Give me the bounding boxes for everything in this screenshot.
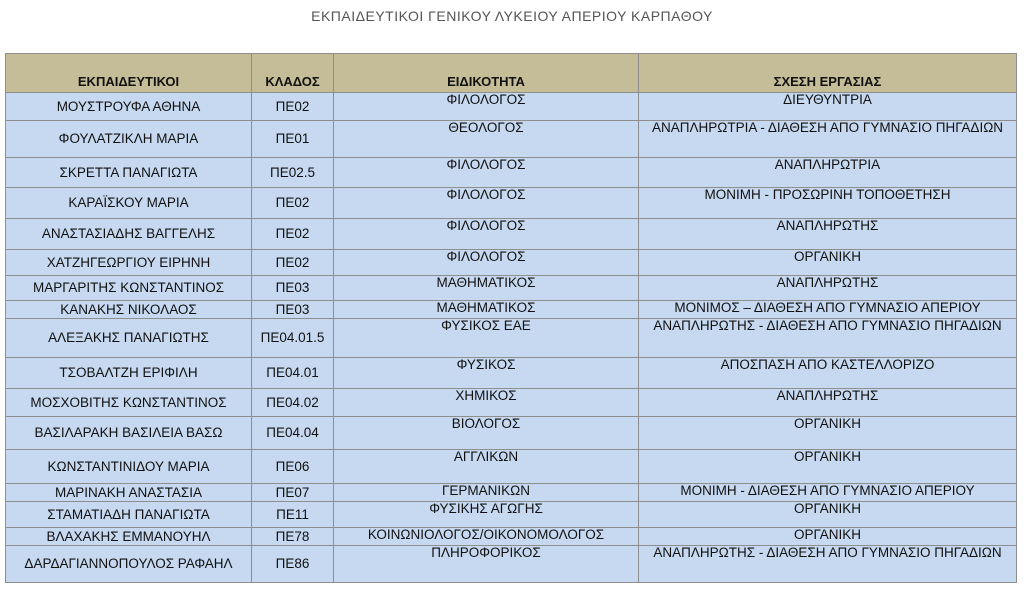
teacher-name-cell: ΑΛΕΞΑΚΗΣ ΠΑΝΑΓΙΩΤΗΣ xyxy=(6,319,252,358)
specialty-cell: ΦΙΛΟΛΟΓΟΣ xyxy=(334,188,639,219)
teacher-name-cell: ΤΣΟΒΑΛΤΖΗ ΕΡΙΦΙΛΗ xyxy=(6,358,252,389)
employment-status-cell: ΟΡΓΑΝΙΚΗ xyxy=(639,528,1017,546)
table-row xyxy=(6,250,1017,276)
specialty-cell: ΦΙΛΟΛΟΓΟΣ xyxy=(334,219,639,250)
table-row xyxy=(6,276,1017,301)
table-row xyxy=(6,528,1017,546)
employment-status-cell: ΑΝΑΠΛΗΡΩΤΗΣ xyxy=(639,219,1017,250)
staff-table xyxy=(5,53,1017,583)
table-row xyxy=(6,219,1017,250)
teacher-name-cell: ΚΑΝΑΚΗΣ ΝΙΚΟΛΑΟΣ xyxy=(6,301,252,319)
teacher-name-cell: ΜΑΡΓΑΡΙΤΗΣ ΚΩΝΣΤΑΝΤΙΝΟΣ xyxy=(6,276,252,301)
table-body xyxy=(6,93,1017,583)
teacher-name-cell: ΒΑΣΙΛΑΡΑΚΗ ΒΑΣΙΛΕΙΑ ΒΑΣΩ xyxy=(6,417,252,450)
teacher-name-cell: ΧΑΤΖΗΓΕΩΡΓΙΟΥ ΕΙΡΗΝΗ xyxy=(6,250,252,276)
header-branch: ΚΛΑΔΟΣ xyxy=(252,54,334,93)
table-row xyxy=(6,93,1017,121)
branch-code-cell: ΠΕ86 xyxy=(252,546,334,583)
specialty-cell: ΒΙΟΛΟΓΟΣ xyxy=(334,417,639,450)
table-row xyxy=(6,121,1017,158)
specialty-cell: ΑΓΓΛΙΚΩΝ xyxy=(334,450,639,484)
specialty-cell: ΜΑΘΗΜΑΤΙΚΟΣ xyxy=(334,301,639,319)
branch-code-cell: ΠΕ02.5 xyxy=(252,158,334,188)
table-header-row xyxy=(6,54,1017,93)
branch-code-cell: ΠΕ78 xyxy=(252,528,334,546)
employment-status-cell: ΑΝΑΠΛΗΡΩΤΡΙΑ xyxy=(639,158,1017,188)
teacher-name-cell: ΔΑΡΔΑΓΙΑΝΝΟΠΟΥΛΟΣ ΡΑΦΑΗΛ xyxy=(6,546,252,583)
specialty-cell: ΚΟΙΝΩΝΙΟΛΟΓΟΣ/ΟΙΚΟΝΟΜΟΛΟΓΟΣ xyxy=(334,528,639,546)
specialty-cell: ΦΙΛΟΛΟΓΟΣ xyxy=(334,93,639,121)
table-row xyxy=(6,417,1017,450)
employment-status-cell: ΑΝΑΠΛΗΡΩΤΗΣ - ΔΙΑΘΕΣΗ ΑΠΟ ΓΥΜΝΑΣΙΟ ΠΗΓΑΔΙΩΝ xyxy=(639,319,1017,358)
teacher-name-cell: ΦΟΥΛΑΤΖΙΚΛΗ ΜΑΡΙΑ xyxy=(6,121,252,158)
branch-code-cell: ΠΕ07 xyxy=(252,484,334,502)
employment-status-cell: ΑΠΟΣΠΑΣΗ ΑΠΟ ΚΑΣΤΕΛΛΟΡΙΖΟ xyxy=(639,358,1017,389)
table-row xyxy=(6,546,1017,583)
table-row xyxy=(6,484,1017,502)
employment-status-cell: ΜΟΝΙΜΗ - ΠΡΟΣΩΡΙΝΗ ΤΟΠΟΘΕΤΗΣΗ xyxy=(639,188,1017,219)
teacher-name-cell: ΒΛΑΧΑΚΗΣ ΕΜΜΑΝΟΥΗΛ xyxy=(6,528,252,546)
specialty-cell: ΘΕΟΛΟΓΟΣ xyxy=(334,121,639,158)
page-title: ΕΚΠΑΙΔΕΥΤΙΚΟΙ ΓΕΝΙΚΟΥ ΛΥΚΕΙΟΥ ΑΠΕΡΙΟΥ ΚΑΡΠΑΘΟΥ xyxy=(311,8,713,24)
employment-status-cell: ΟΡΓΑΝΙΚΗ xyxy=(639,502,1017,528)
branch-code-cell: ΠΕ02 xyxy=(252,219,334,250)
specialty-cell: ΓΕΡΜΑΝΙΚΩΝ xyxy=(334,484,639,502)
teacher-name-cell: ΑΝΑΣΤΑΣΙΑΔΗΣ ΒΑΓΓΕΛΗΣ xyxy=(6,219,252,250)
specialty-cell: ΦΙΛΟΛΟΓΟΣ xyxy=(334,250,639,276)
table-row xyxy=(6,158,1017,188)
teacher-name-cell: ΚΑΡΑΪΣΚΟΥ ΜΑΡΙΑ xyxy=(6,188,252,219)
table-row xyxy=(6,319,1017,358)
branch-code-cell: ΠΕ04.02 xyxy=(252,389,334,417)
employment-status-cell: ΟΡΓΑΝΙΚΗ xyxy=(639,450,1017,484)
teacher-name-cell: ΜΟΣΧΟΒΙΤΗΣ ΚΩΝΣΤΑΝΤΙΝΟΣ xyxy=(6,389,252,417)
employment-status-cell: ΑΝΑΠΛΗΡΩΤΗΣ - ΔΙΑΘΕΣΗ ΑΠΟ ΓΥΜΝΑΣΙΟ ΠΗΓΑΔΙΩΝ xyxy=(639,546,1017,583)
employment-status-cell: ΔΙΕΥΘΥΝΤΡΙΑ xyxy=(639,93,1017,121)
table-row xyxy=(6,450,1017,484)
teacher-name-cell: ΚΩΝΣΤΑΝΤΙΝΙΔΟΥ ΜΑΡΙΑ xyxy=(6,450,252,484)
branch-code-cell: ΠΕ04.01 xyxy=(252,358,334,389)
employment-status-cell: ΑΝΑΠΛΗΡΩΤΗΣ xyxy=(639,276,1017,301)
branch-code-cell: ΠΕ06 xyxy=(252,450,334,484)
specialty-cell: ΠΛΗΡΟΦΟΡΙΚΟΣ xyxy=(334,546,639,583)
employment-status-cell: ΑΝΑΠΛΗΡΩΤΡΙΑ - ΔΙΑΘΕΣΗ ΑΠΟ ΓΥΜΝΑΣΙΟ ΠΗΓΑΔΙΩΝ xyxy=(639,121,1017,158)
teacher-name-cell: ΣΤΑΜΑΤΙΑΔΗ ΠΑΝΑΓΙΩΤΑ xyxy=(6,502,252,528)
table-row xyxy=(6,502,1017,528)
table-row xyxy=(6,188,1017,219)
branch-code-cell: ΠΕ02 xyxy=(252,188,334,219)
header-specialty: ΕΙΔΙΚΟΤΗΤΑ xyxy=(334,54,639,93)
branch-code-cell: ΠΕ04.01.5 xyxy=(252,319,334,358)
teacher-name-cell: ΜΑΡΙΝΑΚΗ ΑΝΑΣΤΑΣΙΑ xyxy=(6,484,252,502)
branch-code-cell: ΠΕ11 xyxy=(252,502,334,528)
branch-code-cell: ΠΕ03 xyxy=(252,276,334,301)
branch-code-cell: ΠΕ01 xyxy=(252,121,334,158)
teacher-name-cell: ΣΚΡΕΤΤΑ ΠΑΝΑΓΙΩΤΑ xyxy=(6,158,252,188)
specialty-cell: ΦΙΛΟΛΟΓΟΣ xyxy=(334,158,639,188)
specialty-cell: ΦΥΣΙΚΟΣ xyxy=(334,358,639,389)
employment-status-cell: ΜΟΝΙΜΟΣ – ΔΙΑΘΕΣΗ ΑΠΟ ΓΥΜΝΑΣΙΟ ΑΠΕΡΙΟΥ xyxy=(639,301,1017,319)
branch-code-cell: ΠΕ04.04 xyxy=(252,417,334,450)
specialty-cell: ΦΥΣΙΚΟΣ ΕΑΕ xyxy=(334,319,639,358)
branch-code-cell: ΠΕ02 xyxy=(252,93,334,121)
header-employment: ΣΧΕΣΗ ΕΡΓΑΣΙΑΣ xyxy=(639,54,1017,93)
employment-status-cell: ΑΝΑΠΛΗΡΩΤΗΣ xyxy=(639,389,1017,417)
specialty-cell: ΜΑΘΗΜΑΤΙΚΟΣ xyxy=(334,276,639,301)
teacher-name-cell: ΜΟΥΣΤΡΟΥΦΑ ΑΘΗΝΑ xyxy=(6,93,252,121)
specialty-cell: ΦΥΣΙΚΗΣ ΑΓΩΓΗΣ xyxy=(334,502,639,528)
table-row xyxy=(6,389,1017,417)
header-teachers: ΕΚΠΑΙΔΕΥΤΙΚΟΙ xyxy=(6,54,252,93)
specialty-cell: ΧΗΜΙΚΟΣ xyxy=(334,389,639,417)
employment-status-cell: ΟΡΓΑΝΙΚΗ xyxy=(639,250,1017,276)
branch-code-cell: ΠΕ03 xyxy=(252,301,334,319)
table-row xyxy=(6,358,1017,389)
employment-status-cell: ΜΟΝΙΜΗ - ΔΙΑΘΕΣΗ ΑΠΟ ΓΥΜΝΑΣΙΟ ΑΠΕΡΙΟΥ xyxy=(639,484,1017,502)
table-row xyxy=(6,301,1017,319)
employment-status-cell: ΟΡΓΑΝΙΚΗ xyxy=(639,417,1017,450)
branch-code-cell: ΠΕ02 xyxy=(252,250,334,276)
